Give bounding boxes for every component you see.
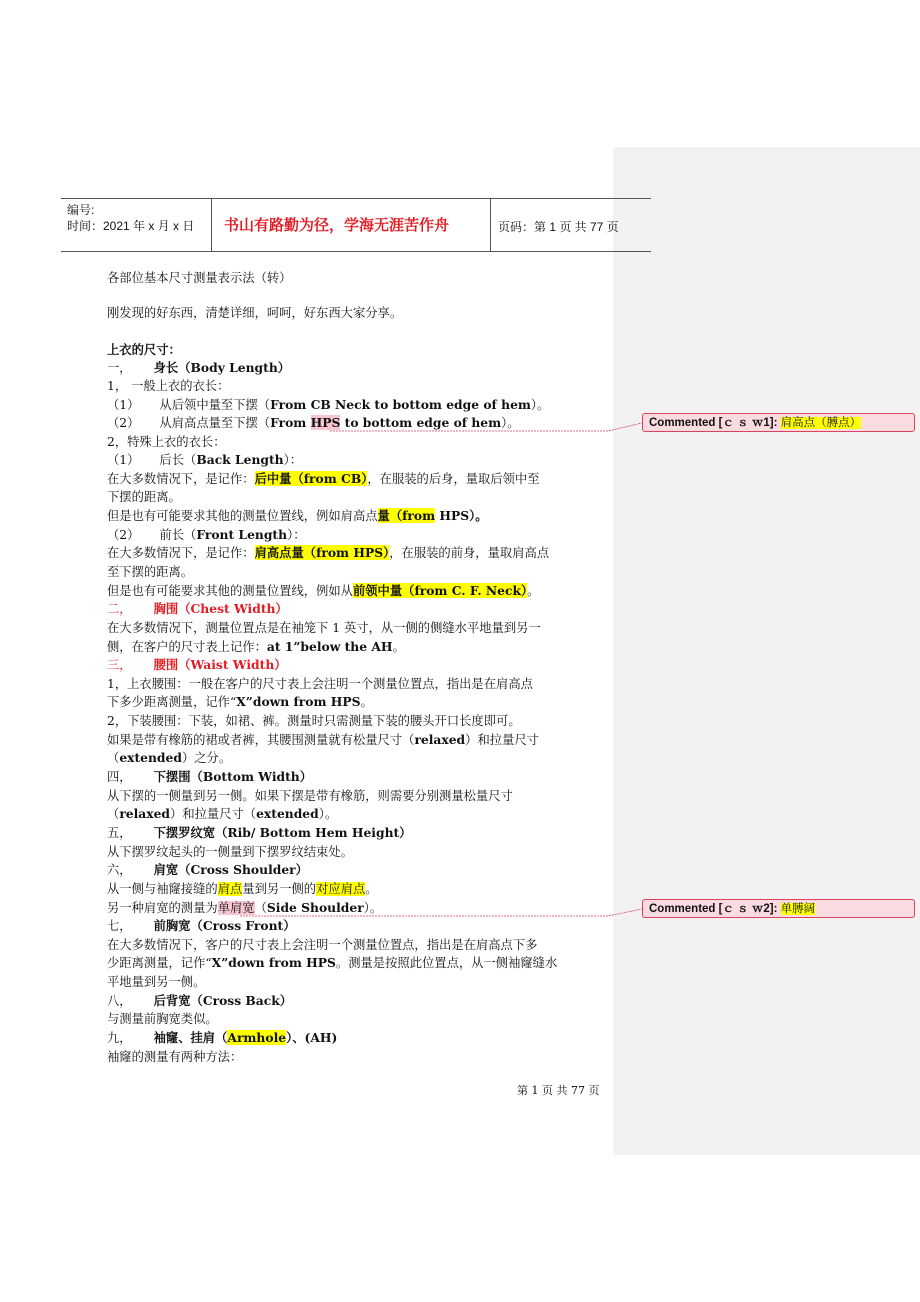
- item-title-en: （Waist Width）: [178, 657, 287, 672]
- text: ）和拉量尺寸（: [170, 807, 257, 821]
- item-title-en: （Rib/ Bottom Hem Height）: [215, 825, 412, 840]
- text: ）：: [283, 453, 303, 467]
- text: ，在服装的前身，量取肩高点: [389, 546, 550, 560]
- text-line: 在大多数情况下，测量位置点是在袖笼下 1 英寸，从一侧的侧缝水平地量到另一: [107, 621, 541, 635]
- item-number: 三，: [107, 658, 132, 672]
- text-en: From: [270, 415, 311, 430]
- item-title-en: （Cross Front）: [190, 918, 296, 933]
- doc-intro: 刚发现的好东西，清楚详细，呵呵，好东西大家分享。: [107, 306, 403, 320]
- text-en: extended: [119, 750, 182, 765]
- item-title: 后背宽: [153, 993, 191, 1008]
- item-number: 六，: [107, 863, 132, 877]
- item-number: 一，: [107, 361, 132, 375]
- text: 侧，在客户的尺寸表上记作：: [107, 640, 267, 654]
- sub-number: （2）: [107, 416, 140, 430]
- text: ）。: [318, 807, 338, 821]
- text: （: [107, 807, 120, 821]
- text: 但是也有可能要求其他的测量位置线，例如从: [107, 584, 353, 598]
- item-number: 二，: [107, 602, 132, 616]
- text: （: [254, 901, 267, 915]
- item-title: 袖窿、挂肩（: [153, 1030, 228, 1045]
- text-line: 2，下装腰围：下装，如裙、裤。测量时只需测量下装的腰头开口长度即可。: [107, 714, 521, 728]
- text-en: X”down from HPS: [211, 955, 336, 970]
- sub-number: （2）: [107, 528, 140, 542]
- text: 。测量是按照此位置点，从一侧袖窿缝水: [335, 956, 558, 970]
- header-serial: 编号:: [67, 203, 95, 217]
- item-title: 下摆罗纹宽: [153, 825, 216, 840]
- text-en: HPS）。: [435, 508, 488, 523]
- item-title-en: （Body Length）: [178, 360, 291, 375]
- item-title: 下摆围: [153, 769, 191, 784]
- text-en: extended: [256, 806, 319, 821]
- text-line: 1， 一般上衣的衣长：: [107, 379, 230, 393]
- text-en: Side Shoulder: [266, 900, 364, 915]
- header-motto: 书山有路勤为径，学海无涯苦作舟: [224, 216, 450, 234]
- item-title: 身长: [153, 360, 179, 375]
- item-title: 肩宽: [153, 862, 179, 877]
- text: （: [107, 751, 120, 765]
- item-title-en: （Cross Back）: [190, 993, 293, 1008]
- sub-number: （1）: [107, 398, 140, 412]
- text: 在大多数情况下，是记作：: [107, 546, 255, 560]
- text-line: 从下摆罗纹起头的一侧量到下摆罗纹结束处。: [107, 845, 353, 859]
- highlight: 前领中量（from C. F. Neck）: [352, 583, 528, 598]
- comment-leader-2: [240, 909, 642, 916]
- item-number: 五，: [107, 826, 132, 840]
- comment-balloon-2[interactable]: [642, 899, 915, 918]
- text: 另一种肩宽的测量为: [107, 901, 218, 915]
- comment-text: 单膊阔: [780, 903, 816, 915]
- text-en: relaxed: [414, 732, 466, 747]
- text: 前长（: [159, 528, 197, 542]
- text-line: 2，特殊上衣的衣长：: [107, 435, 226, 449]
- item-title-en: （Bottom Width）: [190, 769, 313, 784]
- text: 从一侧与袖窿接缝的: [107, 882, 218, 896]
- text: 在大多数情况下，是记作：: [107, 472, 255, 486]
- text: 从肩高点量至下摆（: [159, 416, 271, 430]
- highlight: 后中量（from CB）: [254, 471, 368, 486]
- text: ）：: [287, 528, 306, 542]
- highlight: 肩点: [217, 882, 243, 896]
- item-number: 九，: [107, 1031, 132, 1045]
- comment-text: 肩高点（膊点）: [780, 417, 862, 429]
- comment-anchor-1[interactable]: HPS: [310, 415, 341, 430]
- text: 。: [365, 882, 378, 896]
- text-en: Back Length: [196, 452, 284, 467]
- comment-leader-1: [330, 423, 642, 431]
- highlight: 肩高点量（from HPS）: [254, 545, 390, 560]
- highlight: 对应肩点: [316, 882, 366, 896]
- item-title: 腰围: [153, 657, 179, 672]
- text-en: to bottom edge of hem: [340, 415, 502, 430]
- page-footer: 第 1 页 共 77 页: [517, 1084, 600, 1097]
- item-title-en: ）、(AH): [286, 1030, 338, 1045]
- text: 下多少距离测量，记作“: [107, 695, 237, 709]
- comment-balloon-1[interactable]: [642, 413, 915, 432]
- text: ）之分。: [181, 751, 232, 765]
- text: ，在服装的后身，量取后领中至: [367, 472, 540, 486]
- comment-label: Commented [ｃ ｓ ｗ2]:: [649, 903, 778, 915]
- text-en: at 1”below the AH: [266, 639, 393, 654]
- item-title-en: （Chest Width）: [178, 601, 288, 616]
- comment-label: Commented [ｃ ｓ ｗ1]:: [649, 417, 778, 429]
- text: 。: [527, 584, 540, 598]
- sub-number: （1）: [107, 453, 140, 467]
- text: ）。: [530, 398, 550, 412]
- text-line: 下摆的距离。: [107, 490, 181, 504]
- text-line: 至下摆的距离。: [107, 565, 194, 579]
- text-line: 在大多数情况下，客户的尺寸表上会注明一个测量位置点，指出是在肩高点下多: [107, 938, 538, 952]
- text: ）和拉量尺寸: [465, 733, 539, 747]
- item-number: 四，: [107, 770, 132, 784]
- text: 少距离测量，记作“: [107, 956, 212, 970]
- text: 但是也有可能要求其他的测量位置线，例如肩高点: [107, 509, 378, 523]
- item-number: 七，: [107, 919, 132, 933]
- doc-title: 各部位基本尺寸测量表示法（转）: [107, 271, 292, 285]
- text: 从后领中量至下摆（: [159, 398, 271, 412]
- text-line: 袖窿的测量有两种方法：: [107, 1050, 243, 1064]
- section-heading: 上衣的尺寸：: [107, 342, 181, 357]
- text: ）。: [363, 901, 383, 915]
- item-title: 前胸宽: [153, 918, 191, 933]
- item-title: 胸围: [153, 601, 179, 616]
- highlight: Armhole: [227, 1030, 287, 1045]
- text-line: 1，上衣腰围：一般在客户的尺寸表上会注明一个测量位置点，指出是在肩高点: [107, 677, 533, 691]
- text: 量到另一侧的: [242, 882, 317, 896]
- text: ）。: [501, 416, 520, 430]
- text-line: 平地量到另一侧。: [107, 975, 206, 989]
- text: 后长（: [159, 453, 197, 467]
- text-en: X”down from HPS: [236, 694, 361, 709]
- text-en: Front Length: [196, 527, 288, 542]
- text: 。: [360, 695, 373, 709]
- text-line: 与测量前胸宽类似。: [107, 1012, 218, 1026]
- header-date: 时间：2021 年 x 月 x 日: [67, 219, 195, 233]
- text: 。: [392, 640, 405, 654]
- item-number: 八，: [107, 994, 132, 1008]
- text-line: 从下摆的一侧量到另一侧。如果下摆是带有橡筋，则需要分别测量松量尺寸: [107, 789, 513, 803]
- highlight: 量（from: [377, 508, 436, 523]
- text-en: From CB Neck to bottom edge of hem: [270, 397, 531, 412]
- item-title-en: （Cross Shoulder）: [178, 862, 308, 877]
- header-page-number: 页码：第 1 页 共 77 页: [498, 220, 619, 234]
- text: 如果是带有橡筋的裙或者裤，其腰围测量就有松量尺寸（: [107, 733, 415, 747]
- comment-anchor-2[interactable]: 单肩宽: [217, 901, 255, 915]
- text-en: relaxed: [119, 806, 171, 821]
